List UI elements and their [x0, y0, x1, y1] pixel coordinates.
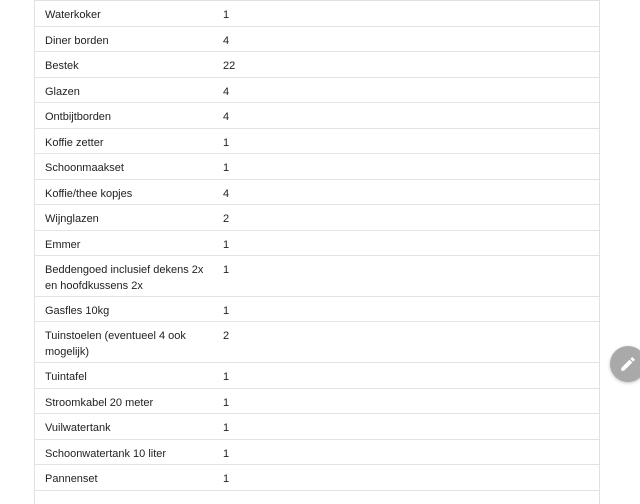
item-name: Emmer	[45, 238, 81, 251]
item-name: Vuilwatertank	[45, 422, 111, 435]
item-quantity: 1	[223, 136, 230, 149]
table-row	[35, 440, 599, 466]
item-quantity: 22	[223, 60, 236, 72]
table-row	[35, 78, 599, 104]
item-name: Tuintafel	[45, 371, 87, 384]
table-row	[35, 256, 599, 297]
table-row	[35, 205, 599, 231]
table-row	[35, 27, 599, 53]
item-name: Wijnglazen	[45, 213, 99, 225]
item-quantity: 1	[223, 396, 230, 409]
item-name: Gasfles 10kg	[45, 304, 110, 317]
table-row	[35, 322, 599, 363]
table-row	[35, 180, 599, 206]
table-row	[35, 103, 599, 129]
item-name: Koffie/thee kopjes	[45, 187, 133, 200]
table-row	[35, 129, 599, 155]
item-name: Diner borden	[45, 34, 109, 47]
item-quantity: 4	[223, 187, 230, 200]
item-quantity: 4	[223, 85, 230, 98]
table-row	[35, 231, 599, 257]
table-row	[35, 414, 599, 440]
item-quantity: 2	[223, 330, 230, 343]
item-name: Beddengoed inclusief dekens 2x en hoofdkussens 2x	[45, 264, 204, 292]
item-quantity: 1	[223, 264, 230, 276]
table-row	[35, 154, 599, 180]
item-quantity: 1	[223, 238, 230, 251]
pencil-icon	[619, 355, 637, 373]
item-name: Schoonwatertank 10 liter	[45, 447, 167, 460]
item-quantity: 2	[223, 213, 230, 225]
item-quantity: 1	[223, 447, 230, 460]
table-row	[35, 52, 599, 78]
item-name: Glazen	[45, 85, 80, 98]
item-quantity: 1	[223, 162, 230, 174]
item-name: Koffie zetter	[45, 136, 104, 149]
item-name: Bestek	[45, 60, 79, 72]
item-quantity: 1	[223, 473, 230, 486]
table-row	[35, 465, 599, 491]
inventory-table	[34, 0, 600, 504]
item-quantity: 1	[223, 9, 230, 21]
table-row	[35, 363, 599, 389]
item-quantity: 1	[223, 304, 230, 317]
edit-button[interactable]	[610, 346, 640, 382]
item-name: Ontbijtborden	[45, 111, 112, 123]
item-quantity: 1	[223, 371, 230, 384]
item-name: Pannenset	[45, 473, 98, 486]
item-name: Waterkoker	[45, 9, 101, 21]
table-row	[35, 389, 599, 415]
item-name: Tuinstoelen (eventueel 4 ook mogelijk)	[45, 330, 186, 359]
item-quantity: 4	[223, 111, 230, 123]
table-row	[35, 1, 599, 27]
item-name: Stroomkabel 20 meter	[45, 396, 154, 409]
item-quantity: 4	[223, 34, 230, 47]
table-row	[35, 297, 599, 323]
item-name: Schoonmaakset	[45, 162, 124, 174]
item-quantity: 1	[223, 422, 230, 435]
